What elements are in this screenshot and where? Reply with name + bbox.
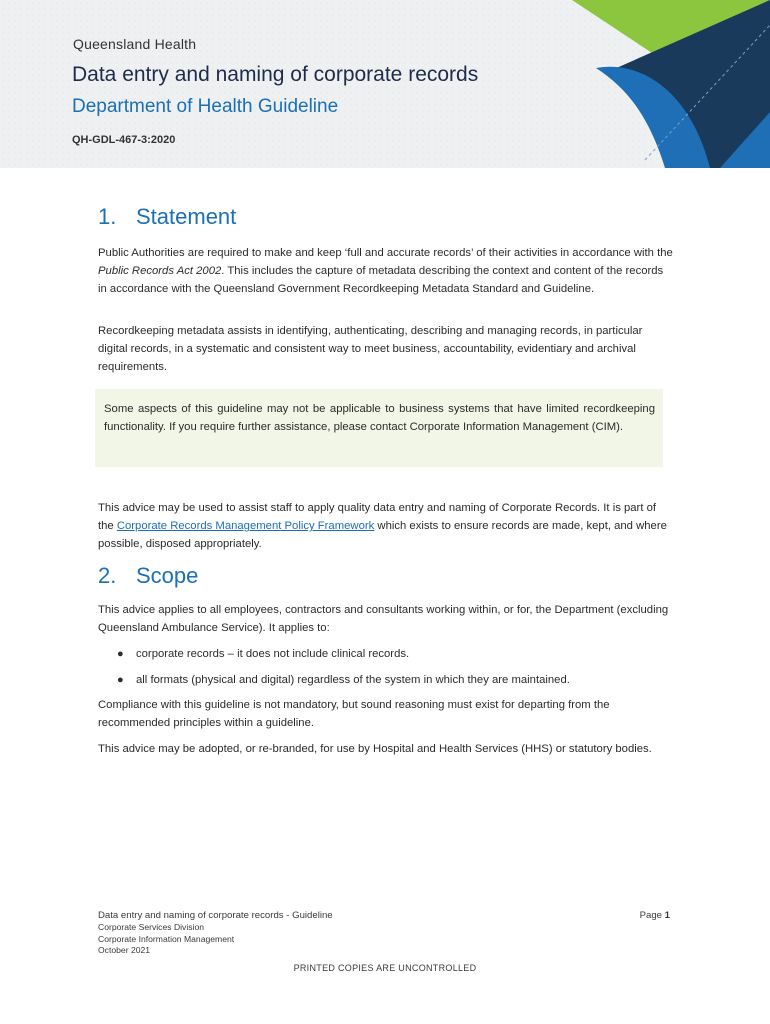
policy-framework-link[interactable]: Corporate Records Management Policy Framework — [116, 520, 375, 533]
statement-number: 1. — [98, 204, 117, 229]
scope-paragraph-1: This advice applies to all employees, contractors and consultants working within, or for, the Department (excluding Queensland Ambulance Service). It applies to: — [98, 604, 669, 635]
scope-heading — [98, 563, 198, 589]
bullet-text: all formats (physical and digital) regardless of the system in which they are maintained. — [136, 674, 570, 687]
statement-p3-text: This advice may be used to assist staff to apply quality data entry and naming of Corporate Records. It is part of the — [98, 502, 657, 533]
uncontrolled-copy-notice: PRINTED COPIES ARE UNCONTROLLED — [293, 963, 477, 973]
scope-paragraph-2: Compliance with this guideline is not mandatory, but sound reasoning must exist for departing from the recommended principles within a guideline. — [98, 699, 610, 730]
bullet-icon: ● — [117, 648, 124, 660]
scope-title: Scope — [136, 563, 199, 588]
document-header — [0, 0, 770, 168]
page-label: Page — [639, 910, 665, 921]
note-box — [95, 389, 663, 467]
statement-paragraph-1 — [98, 244, 673, 299]
statement-p3-text-end: which exists to ensure records are made, kept, and where possible, disposed appropriately. — [98, 520, 667, 551]
statement-p1-text-end: . This includes the capture of metadata describing the context and content of the records in accordance with the Queensland Government Recordkeeping Metadata Standard and Guideline. — [98, 265, 664, 296]
list-item — [98, 671, 658, 689]
note-text: Some aspects of this guideline may not be applicable to business systems that have limited recordkeeping functionality. If you require further assistance, please contact Corporate Information Management (CIM). — [104, 403, 655, 434]
scope-bullet-list — [98, 645, 658, 697]
document-subtitle: Department of Health Guideline — [72, 96, 339, 117]
document-code: QH-GDL-467-3:2020 — [72, 134, 176, 146]
document-title: Data entry and naming of corporate records — [72, 63, 479, 86]
bullet-icon: ● — [117, 674, 124, 687]
page-footer — [98, 910, 670, 957]
scope-paragraph-3: This advice may be adopted, or re-branded, for use by Hospital and Health Services (HHS) or statutory bodies. — [98, 743, 652, 755]
bullet-text: corporate records – it does not include clinical records. — [136, 648, 410, 660]
statement-paragraph-3 — [98, 499, 673, 554]
scope-number: 2. — [98, 563, 117, 588]
list-item — [98, 645, 658, 663]
brand-name: Queensland Health — [73, 36, 197, 52]
statement-title: Statement — [136, 204, 237, 229]
page-number — [640, 910, 670, 922]
footer-date: October 2021 — [98, 945, 151, 956]
page-number-value: 1 — [664, 910, 670, 921]
brand-graphic — [0, 0, 770, 168]
statement-p1-text: Public Authorities are required to make and keep ‘full and accurate records’ of their activities in accordance with the — [98, 247, 673, 259]
statement-paragraph-2: Recordkeeping metadata assists in identifying, authenticating, describing and managing records, in particular digital records, in a systematic and consistent way to meet business, accountability, evidentiary and archival requirements. — [98, 325, 643, 374]
act-name: Public Records Act 2002 — [98, 265, 222, 278]
footer-document-title: Data entry and naming of corporate records - Guideline — [98, 910, 333, 921]
footer-unit: Corporate Information Management — [98, 933, 235, 944]
footer-division: Corporate Services Division — [98, 921, 205, 932]
statement-heading — [98, 204, 236, 230]
